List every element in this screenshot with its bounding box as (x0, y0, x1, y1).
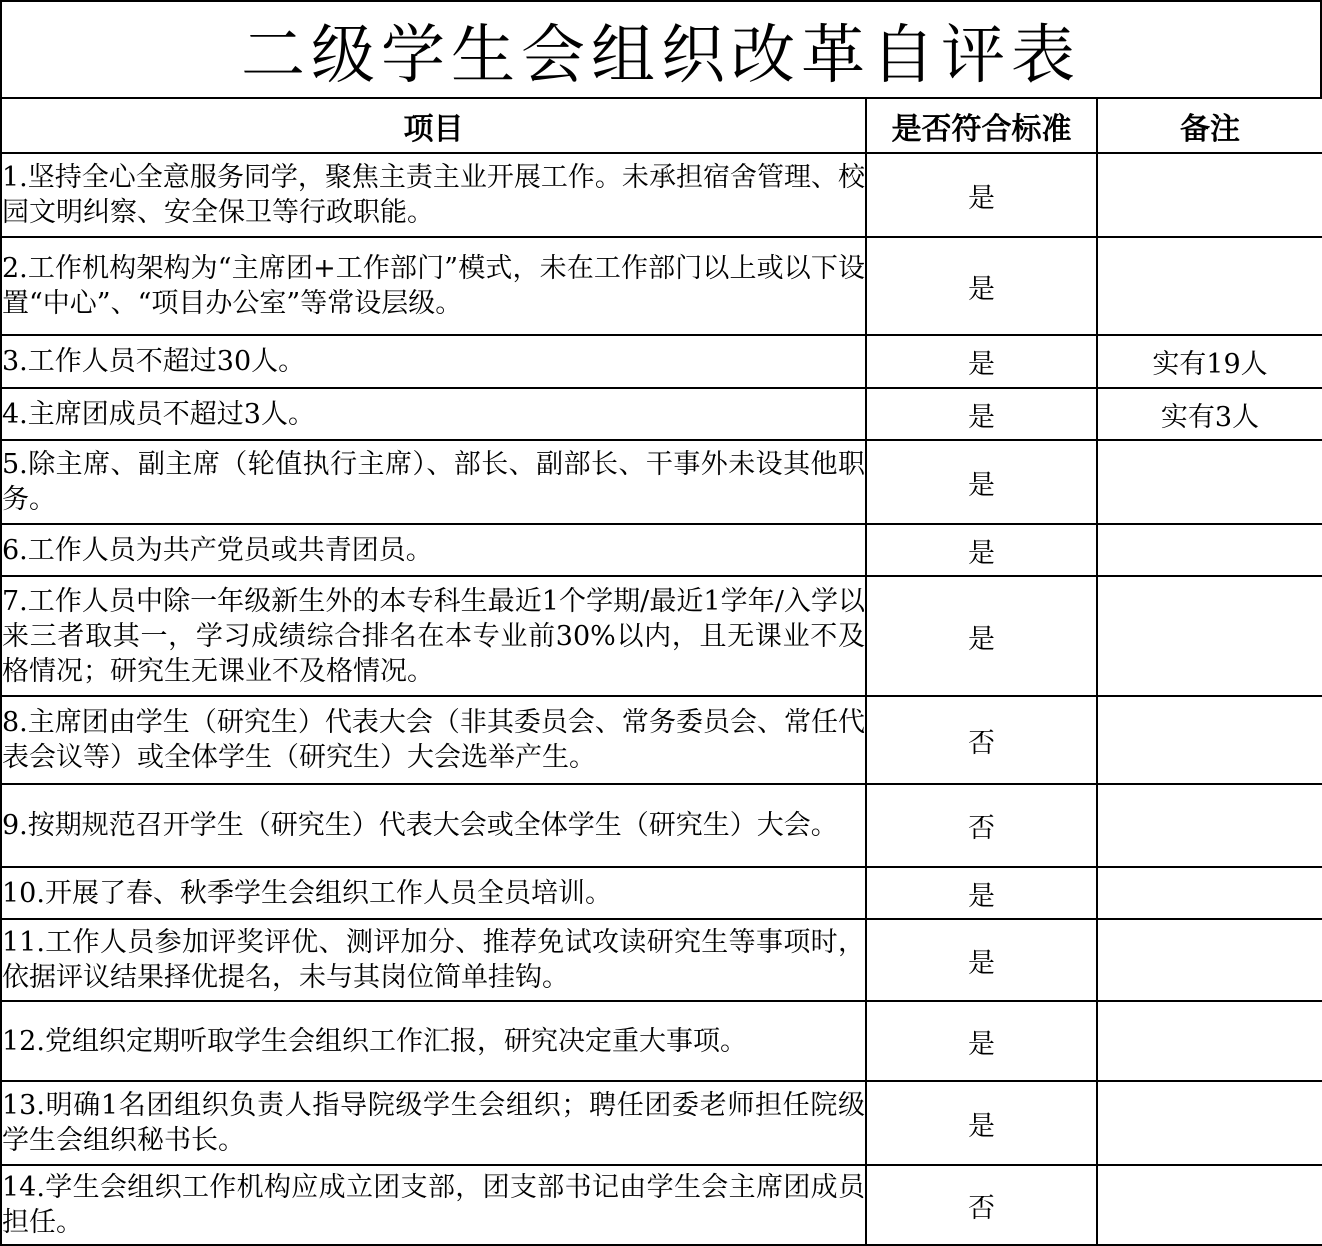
item-cell: 7.工作人员中除一年级新生外的本专科生最近1个学期/最近1学年/入学以来三者取其一，学习成绩综合排名在本专业前30%以内，且无课业不及格情况；研究生无课业不及格情况。 (1, 576, 866, 696)
compliant-cell: 是 (866, 524, 1097, 576)
note-cell (1097, 237, 1322, 335)
item-cell: 13.明确1名团组织负责人指导院级学生会组织；聘任团委老师担任院级学生会组织秘书长。 (1, 1081, 866, 1165)
table-row (1, 1165, 1322, 1245)
note-cell (1097, 153, 1322, 237)
table-row (1, 388, 1322, 440)
item-cell: 12.党组织定期听取学生会组织工作汇报，研究决定重大事项。 (1, 1001, 866, 1081)
item-cell: 10.开展了春、秋季学生会组织工作人员全员培训。 (1, 867, 866, 919)
note-cell (1097, 696, 1322, 784)
item-cell: 6.工作人员为共产党员或共青团员。 (1, 524, 866, 576)
item-cell: 4.主席团成员不超过3人。 (1, 388, 866, 440)
item-cell: 3.工作人员不超过30人。 (1, 335, 866, 388)
table-row (1, 237, 1322, 335)
page-title: 二级学生会组织改革自评表 (0, 0, 1322, 99)
column-header-note: 备注 (1097, 98, 1322, 153)
table-row (1, 576, 1322, 696)
note-cell (1097, 524, 1322, 576)
compliant-cell: 是 (866, 237, 1097, 335)
note-cell (1097, 576, 1322, 696)
compliant-cell: 是 (866, 440, 1097, 524)
table-row (1, 153, 1322, 237)
compliant-cell: 是 (866, 919, 1097, 1001)
table-row (1, 335, 1322, 388)
compliant-cell: 是 (866, 153, 1097, 237)
table-row (1, 784, 1322, 867)
note-cell (1097, 1081, 1322, 1165)
table-row (1, 524, 1322, 576)
compliant-cell: 否 (866, 784, 1097, 867)
note-cell (1097, 1001, 1322, 1081)
item-cell: 2.工作机构架构为“主席团+工作部门”模式，未在工作部门以上或以下设置“中心”、“项目办公室”等常设层级。 (1, 237, 866, 335)
note-cell: 实有19人 (1097, 335, 1322, 388)
item-cell: 9.按期规范召开学生（研究生）代表大会或全体学生（研究生）大会。 (1, 784, 866, 867)
evaluation-table (0, 97, 1322, 1246)
item-cell: 1.坚持全心全意服务同学，聚焦主责主业开展工作。未承担宿舍管理、校园文明纠察、安全保卫等行政职能。 (1, 153, 866, 237)
note-cell (1097, 1165, 1322, 1245)
note-cell (1097, 784, 1322, 867)
note-cell: 实有3人 (1097, 388, 1322, 440)
compliant-cell: 是 (866, 1001, 1097, 1081)
item-cell: 8.主席团由学生（研究生）代表大会（非其委员会、常务委员会、常任代表会议等）或全体学生（研究生）大会选举产生。 (1, 696, 866, 784)
table-row (1, 867, 1322, 919)
table-row (1, 440, 1322, 524)
compliant-cell: 是 (866, 388, 1097, 440)
note-cell (1097, 867, 1322, 919)
table-row (1, 1001, 1322, 1081)
table-row (1, 1081, 1322, 1165)
item-cell: 11.工作人员参加评奖评优、测评加分、推荐免试攻读研究生等事项时，依据评议结果择优提名，未与其岗位简单挂钩。 (1, 919, 866, 1001)
table-row (1, 696, 1322, 784)
table-row (1, 919, 1322, 1001)
compliant-cell: 是 (866, 867, 1097, 919)
compliant-cell: 是 (866, 335, 1097, 388)
note-cell (1097, 919, 1322, 1001)
compliant-cell: 是 (866, 1081, 1097, 1165)
header-row (1, 98, 1322, 153)
column-header-compliant: 是否符合标准 (866, 98, 1097, 153)
note-cell (1097, 440, 1322, 524)
column-header-item: 项目 (1, 98, 866, 153)
item-cell: 5.除主席、副主席（轮值执行主席）、部长、副部长、干事外未设其他职务。 (1, 440, 866, 524)
compliant-cell: 否 (866, 1165, 1097, 1245)
item-cell: 14.学生会组织工作机构应成立团支部，团支部书记由学生会主席团成员担任。 (1, 1165, 866, 1245)
compliant-cell: 是 (866, 576, 1097, 696)
compliant-cell: 否 (866, 696, 1097, 784)
